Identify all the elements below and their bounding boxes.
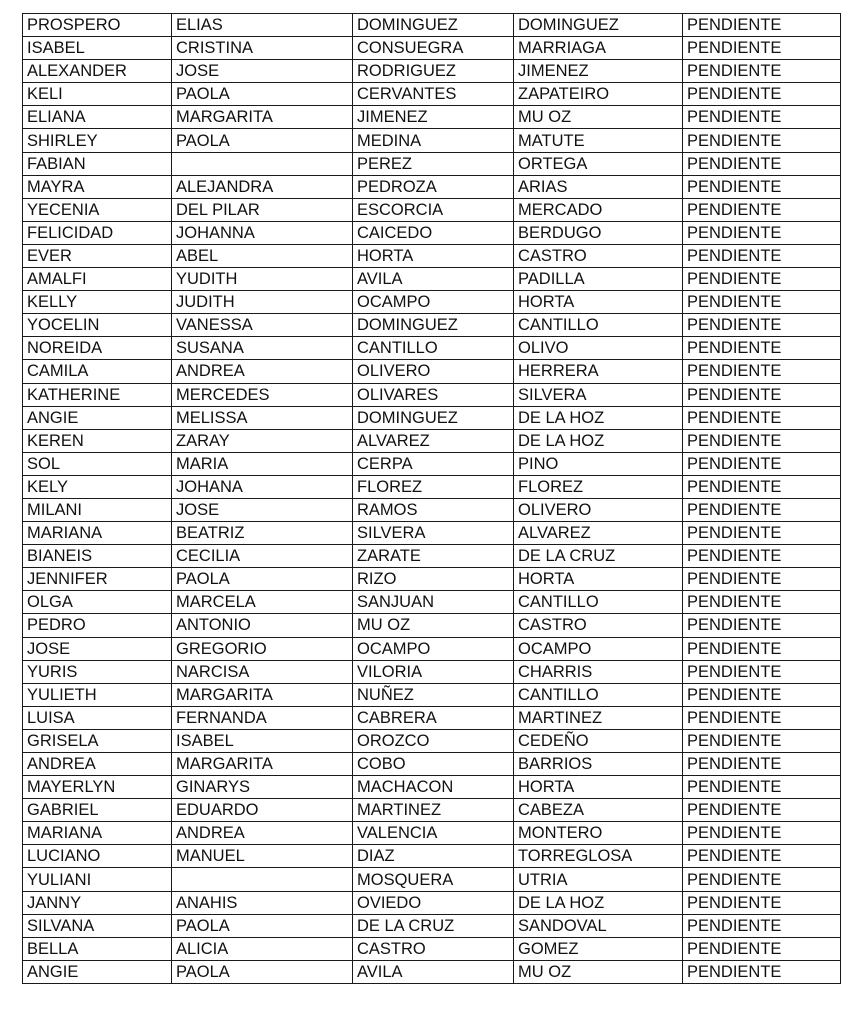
middle-name-cell: CRISTINA [172,37,353,60]
middle-name-cell [172,868,353,891]
first-name-cell: CAMILA [23,360,172,383]
middle-name-cell: JUDITH [172,291,353,314]
table-row [23,891,841,914]
middle-name-cell: ALICIA [172,937,353,960]
first-name-cell: MAYERLYN [23,776,172,799]
middle-name-cell: CECILIA [172,545,353,568]
first-surname-cell: ALVAREZ [353,429,514,452]
middle-name-cell: PAOLA [172,83,353,106]
second-surname-cell: MONTERO [514,822,683,845]
second-surname-cell: MARRIAGA [514,37,683,60]
first-name-cell: SILVANA [23,914,172,937]
first-surname-cell: SANJUAN [353,591,514,614]
second-surname-cell: DE LA HOZ [514,891,683,914]
second-surname-cell: ALVAREZ [514,522,683,545]
first-name-cell: JENNIFER [23,568,172,591]
table-row [23,37,841,60]
status-cell: PENDIENTE [683,776,841,799]
second-surname-cell: PADILLA [514,268,683,291]
table-row [23,314,841,337]
first-name-cell: YECENIA [23,198,172,221]
first-name-cell: MARIANA [23,822,172,845]
first-name-cell: YOCELIN [23,314,172,337]
first-surname-cell: MEDINA [353,129,514,152]
status-cell: PENDIENTE [683,37,841,60]
first-name-cell: EVER [23,244,172,267]
table-row [23,406,841,429]
middle-name-cell: JOSE [172,498,353,521]
middle-name-cell: SUSANA [172,337,353,360]
first-name-cell: GRISELA [23,729,172,752]
status-cell: PENDIENTE [683,891,841,914]
second-surname-cell: DE LA HOZ [514,429,683,452]
second-surname-cell: ORTEGA [514,152,683,175]
second-surname-cell: OCAMPO [514,637,683,660]
first-name-cell: LUCIANO [23,845,172,868]
first-surname-cell: ZARATE [353,545,514,568]
first-surname-cell: CERPA [353,452,514,475]
status-cell: PENDIENTE [683,683,841,706]
table-row [23,60,841,83]
first-surname-cell: OROZCO [353,729,514,752]
status-cell: PENDIENTE [683,475,841,498]
middle-name-cell: ANDREA [172,822,353,845]
first-surname-cell: DOMINGUEZ [353,406,514,429]
middle-name-cell: JOSE [172,60,353,83]
first-name-cell: ALEXANDER [23,60,172,83]
middle-name-cell: MELISSA [172,406,353,429]
status-cell: PENDIENTE [683,83,841,106]
second-surname-cell: CABEZA [514,799,683,822]
first-surname-cell: OVIEDO [353,891,514,914]
middle-name-cell: ELIAS [172,14,353,37]
middle-name-cell: ANDREA [172,360,353,383]
status-cell: PENDIENTE [683,845,841,868]
status-cell: PENDIENTE [683,937,841,960]
second-surname-cell: CHARRIS [514,660,683,683]
first-name-cell: ELIANA [23,106,172,129]
middle-name-cell: MANUEL [172,845,353,868]
middle-name-cell: PAOLA [172,568,353,591]
middle-name-cell: MARGARITA [172,683,353,706]
second-surname-cell: JIMENEZ [514,60,683,83]
status-cell: PENDIENTE [683,822,841,845]
first-name-cell: MARIANA [23,522,172,545]
second-surname-cell: OLIVERO [514,498,683,521]
second-surname-cell: CANTILLO [514,683,683,706]
first-surname-cell: RODRIGUEZ [353,60,514,83]
first-surname-cell: MU OZ [353,614,514,637]
first-surname-cell: CAICEDO [353,221,514,244]
table-row [23,729,841,752]
second-surname-cell: SANDOVAL [514,914,683,937]
status-cell: PENDIENTE [683,452,841,475]
second-surname-cell: DOMINGUEZ [514,14,683,37]
first-name-cell: BELLA [23,937,172,960]
second-surname-cell: CASTRO [514,614,683,637]
status-cell: PENDIENTE [683,429,841,452]
first-surname-cell: RIZO [353,568,514,591]
middle-name-cell: MARIA [172,452,353,475]
status-cell: PENDIENTE [683,568,841,591]
second-surname-cell: DE LA HOZ [514,406,683,429]
table-row [23,614,841,637]
status-cell: PENDIENTE [683,221,841,244]
second-surname-cell: SILVERA [514,383,683,406]
second-surname-cell: GOMEZ [514,937,683,960]
middle-name-cell: ANAHIS [172,891,353,914]
table-row [23,106,841,129]
table-row [23,452,841,475]
middle-name-cell: GINARYS [172,776,353,799]
first-surname-cell: CANTILLO [353,337,514,360]
table-row [23,268,841,291]
status-cell: PENDIENTE [683,614,841,637]
first-name-cell: PEDRO [23,614,172,637]
middle-name-cell: PAOLA [172,914,353,937]
status-cell: PENDIENTE [683,753,841,776]
table-row [23,822,841,845]
table-row [23,83,841,106]
first-surname-cell: FLOREZ [353,475,514,498]
second-surname-cell: TORREGLOSA [514,845,683,868]
second-surname-cell: FLOREZ [514,475,683,498]
status-cell: PENDIENTE [683,706,841,729]
first-name-cell: SOL [23,452,172,475]
table-row [23,429,841,452]
middle-name-cell: BEATRIZ [172,522,353,545]
table-row [23,198,841,221]
status-cell: PENDIENTE [683,868,841,891]
first-name-cell: JOSE [23,637,172,660]
first-name-cell: BIANEIS [23,545,172,568]
first-surname-cell: SILVERA [353,522,514,545]
middle-name-cell: ISABEL [172,729,353,752]
table-row [23,937,841,960]
second-surname-cell: CANTILLO [514,314,683,337]
first-name-cell: FELICIDAD [23,221,172,244]
table-row [23,706,841,729]
table-row [23,129,841,152]
first-surname-cell: OLIVERO [353,360,514,383]
table-row [23,799,841,822]
second-surname-cell: OLIVO [514,337,683,360]
middle-name-cell: ALEJANDRA [172,175,353,198]
table-row [23,545,841,568]
first-surname-cell: NUÑEZ [353,683,514,706]
second-surname-cell: ZAPATEIRO [514,83,683,106]
first-name-cell: YURIS [23,660,172,683]
status-cell: PENDIENTE [683,14,841,37]
first-name-cell: JANNY [23,891,172,914]
first-surname-cell: HORTA [353,244,514,267]
second-surname-cell: DE LA CRUZ [514,545,683,568]
first-surname-cell: PEDROZA [353,175,514,198]
second-surname-cell: BARRIOS [514,753,683,776]
second-surname-cell: BERDUGO [514,221,683,244]
name-status-table [22,13,841,984]
table-row [23,498,841,521]
second-surname-cell: CANTILLO [514,591,683,614]
status-cell: PENDIENTE [683,522,841,545]
table-row [23,660,841,683]
first-surname-cell: VILORIA [353,660,514,683]
status-cell: PENDIENTE [683,268,841,291]
first-surname-cell: CERVANTES [353,83,514,106]
middle-name-cell: JOHANA [172,475,353,498]
first-name-cell: KEREN [23,429,172,452]
status-cell: PENDIENTE [683,960,841,983]
second-surname-cell: MATUTE [514,129,683,152]
first-name-cell: ANGIE [23,406,172,429]
first-surname-cell: DE LA CRUZ [353,914,514,937]
status-cell: PENDIENTE [683,383,841,406]
middle-name-cell: ABEL [172,244,353,267]
first-surname-cell: OLIVARES [353,383,514,406]
second-surname-cell: UTRIA [514,868,683,891]
first-surname-cell: AVILA [353,268,514,291]
second-surname-cell: CEDEÑO [514,729,683,752]
table-row [23,360,841,383]
first-name-cell: ANDREA [23,753,172,776]
middle-name-cell [172,152,353,175]
second-surname-cell: HORTA [514,776,683,799]
first-surname-cell: MARTINEZ [353,799,514,822]
second-surname-cell: PINO [514,452,683,475]
second-surname-cell: CASTRO [514,244,683,267]
middle-name-cell: EDUARDO [172,799,353,822]
table-row [23,152,841,175]
first-name-cell: YULIETH [23,683,172,706]
first-name-cell: MILANI [23,498,172,521]
middle-name-cell: JOHANNA [172,221,353,244]
second-surname-cell: MU OZ [514,960,683,983]
first-surname-cell: CONSUEGRA [353,37,514,60]
middle-name-cell: FERNANDA [172,706,353,729]
status-cell: PENDIENTE [683,314,841,337]
middle-name-cell: MARGARITA [172,753,353,776]
first-surname-cell: MACHACON [353,776,514,799]
table-row [23,175,841,198]
first-surname-cell: AVILA [353,960,514,983]
status-cell: PENDIENTE [683,591,841,614]
status-cell: PENDIENTE [683,152,841,175]
table-body [23,14,841,984]
first-name-cell: GABRIEL [23,799,172,822]
middle-name-cell: ZARAY [172,429,353,452]
middle-name-cell: MERCEDES [172,383,353,406]
table-row [23,522,841,545]
first-name-cell: KELY [23,475,172,498]
middle-name-cell: DEL PILAR [172,198,353,221]
table-row [23,475,841,498]
second-surname-cell: HORTA [514,291,683,314]
first-surname-cell: OCAMPO [353,637,514,660]
middle-name-cell: PAOLA [172,960,353,983]
table-row [23,591,841,614]
first-surname-cell: DOMINGUEZ [353,314,514,337]
table-row [23,244,841,267]
status-cell: PENDIENTE [683,198,841,221]
table-row [23,776,841,799]
table-row [23,845,841,868]
status-cell: PENDIENTE [683,637,841,660]
table-row [23,221,841,244]
table-row [23,914,841,937]
table-row [23,14,841,37]
first-name-cell: OLGA [23,591,172,614]
status-cell: PENDIENTE [683,129,841,152]
table-row [23,568,841,591]
first-surname-cell: RAMOS [353,498,514,521]
second-surname-cell: MERCADO [514,198,683,221]
first-name-cell: AMALFI [23,268,172,291]
first-surname-cell: MOSQUERA [353,868,514,891]
second-surname-cell: ARIAS [514,175,683,198]
first-surname-cell: JIMENEZ [353,106,514,129]
status-cell: PENDIENTE [683,914,841,937]
first-name-cell: MAYRA [23,175,172,198]
middle-name-cell: GREGORIO [172,637,353,660]
status-cell: PENDIENTE [683,498,841,521]
second-surname-cell: MU OZ [514,106,683,129]
first-surname-cell: CASTRO [353,937,514,960]
first-name-cell: PROSPERO [23,14,172,37]
first-name-cell: ISABEL [23,37,172,60]
second-surname-cell: HERRERA [514,360,683,383]
first-name-cell: KATHERINE [23,383,172,406]
table-row [23,337,841,360]
first-surname-cell: COBO [353,753,514,776]
status-cell: PENDIENTE [683,106,841,129]
status-cell: PENDIENTE [683,660,841,683]
middle-name-cell: MARGARITA [172,106,353,129]
first-name-cell: YULIANI [23,868,172,891]
first-name-cell: LUISA [23,706,172,729]
middle-name-cell: YUDITH [172,268,353,291]
middle-name-cell: ANTONIO [172,614,353,637]
status-cell: PENDIENTE [683,360,841,383]
table-row [23,683,841,706]
first-surname-cell: OCAMPO [353,291,514,314]
middle-name-cell: MARCELA [172,591,353,614]
status-cell: PENDIENTE [683,60,841,83]
status-cell: PENDIENTE [683,729,841,752]
first-surname-cell: DIAZ [353,845,514,868]
status-cell: PENDIENTE [683,545,841,568]
table-row [23,637,841,660]
second-surname-cell: MARTINEZ [514,706,683,729]
first-surname-cell: VALENCIA [353,822,514,845]
table-row [23,868,841,891]
status-cell: PENDIENTE [683,337,841,360]
first-surname-cell: DOMINGUEZ [353,14,514,37]
first-surname-cell: PEREZ [353,152,514,175]
first-name-cell: KELI [23,83,172,106]
status-cell: PENDIENTE [683,244,841,267]
first-name-cell: ANGIE [23,960,172,983]
status-cell: PENDIENTE [683,291,841,314]
first-name-cell: KELLY [23,291,172,314]
first-name-cell: FABIAN [23,152,172,175]
name-list-sheet [22,13,840,984]
first-surname-cell: CABRERA [353,706,514,729]
second-surname-cell: HORTA [514,568,683,591]
status-cell: PENDIENTE [683,799,841,822]
table-row [23,753,841,776]
middle-name-cell: VANESSA [172,314,353,337]
table-row [23,383,841,406]
status-cell: PENDIENTE [683,406,841,429]
first-surname-cell: ESCORCIA [353,198,514,221]
status-cell: PENDIENTE [683,175,841,198]
first-name-cell: SHIRLEY [23,129,172,152]
table-row [23,291,841,314]
middle-name-cell: PAOLA [172,129,353,152]
table-row [23,960,841,983]
middle-name-cell: NARCISA [172,660,353,683]
first-name-cell: NOREIDA [23,337,172,360]
